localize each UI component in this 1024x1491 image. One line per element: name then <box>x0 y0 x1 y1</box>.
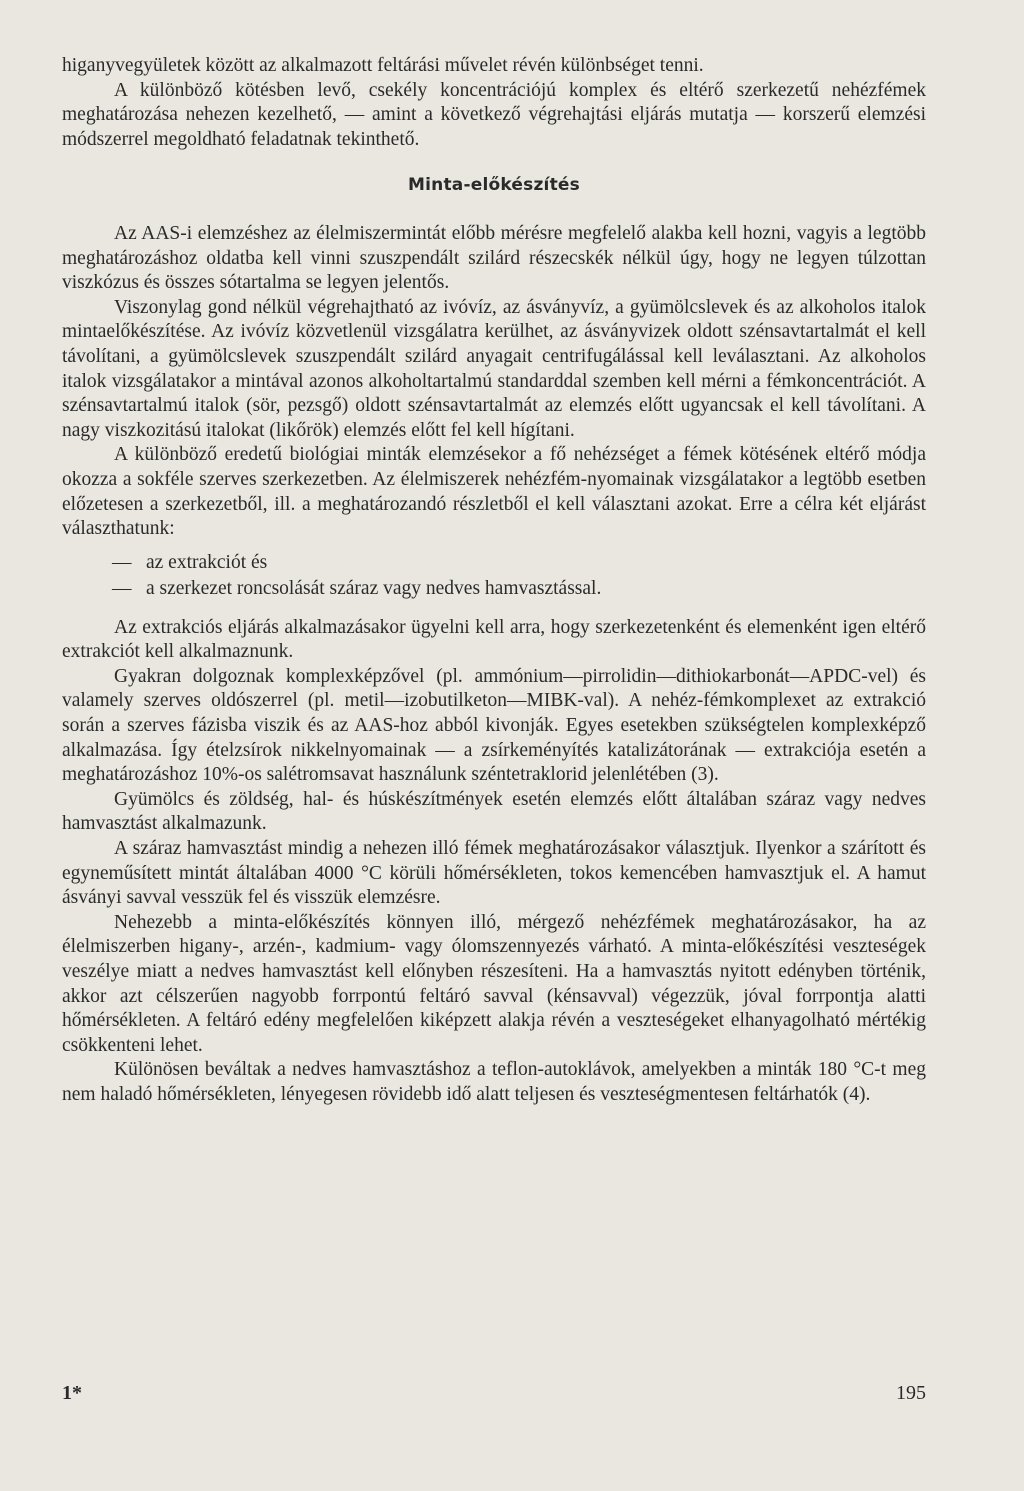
list-dash: — <box>112 551 132 573</box>
signature-mark: 1* <box>62 1382 82 1404</box>
paragraph: Gyakran dolgoznak komplexképzővel (pl. ammónium—pirrolidin—dithiokarbonát—APDC-vel) és valamely szerves oldószerrel (pl. metil—izobutilketon—MIBK-val). A nehéz-fémkomplexet az extrakció során a szerves fázisba viszik és az AAS-hoz abból kivonják. Egyes esetekben szükségtelen komplexképző alkalmazása. Így ételzsírok nikkelnyomainak — a zsírkeményítés katalizátorának — extrakciója esetén a meghatározáshoz 10%-os salétromsavat használunk széntetraklorid jelenlétében (3). <box>62 665 926 786</box>
body-text <box>62 54 926 1108</box>
list-item-text: a szerkezet roncsolását száraz vagy nedves hamvasztással. <box>146 577 602 599</box>
paragraph: A különböző kötésben levő, csekély koncentrációjú komplex és eltérő szerkezetű nehézfémek meghatározása nehezen kezelhető, — amint a következő végrehajtási eljárás mutatja — korszerű elemzési módszerrel megoldható feladatnak tekinthető. <box>62 79 926 150</box>
method-list <box>62 550 926 602</box>
paragraph: Az extrakciós eljárás alkalmazásakor ügyelni kell arra, hogy szerkezetenként és elemenként igen eltérő extrakciót kell alkalmaznunk. <box>62 616 926 663</box>
list-item <box>62 550 926 576</box>
list-item <box>62 576 926 602</box>
paragraph: A különböző eredetű biológiai minták elemzésekor a fő nehézséget a fémek kötésének eltérő módja okozza a sokféle szerves szerkezetben. Az élelmiszerek nehézfém-nyomainak vizsgálatakor a legtöbb esetben előzetesen a szerkezetből, ill. a meghatározandó részletből el kell választani azokat. Erre a célra két eljárást választhatunk: <box>62 444 926 540</box>
page-number: 195 <box>896 1382 926 1404</box>
paragraph: Az AAS-i elemzéshez az élelmiszermintát előbb mérésre megfelelő alakba kell hozni, vagyis a legtöbb meghatározáshoz oldatba kell vinni szuszpendált szilárd részecskék nélkül úgy, hogy ne legyen túlzottan viszkózus és összes sótartalma se legyen jelentős. <box>62 222 926 294</box>
paragraph: Nehezebb a minta-előkészítés könnyen illó, mérgező nehézfémek meghatározásakor, ha az élelmiszerben higany-, arzén-, kadmium- vagy ólomszennyezés várható. A minta-előkészítési veszteségek veszélye miatt a nedves hamvasztást kell előnyben részesíteni. Ha a hamvasztás nyitott edényben történik, akkor azt célszerűen nagyobb forrpontú feltáró savval (kénsavval) végezzük, jóval forrpontja alatti hőmérsékleten. A feltáró edény megfelelően kiképzett alakja révén a veszteségeket elhanyagolható mértékig csökkenteni lehet. <box>62 911 926 1056</box>
paragraph: Gyümölcs és zöldség, hal- és húskészítmények esetén elemzés előtt általában száraz vagy nedves hamvasztást alkalmazunk. <box>62 788 926 835</box>
list-dash: — <box>112 577 132 599</box>
list-item-text: az extrakciót és <box>146 551 268 573</box>
section-heading: Minta-előkészítés <box>408 175 580 196</box>
paragraph: higanyvegyületek között az alkalmazott feltárási művelet révén különbséget tenni. <box>62 55 704 76</box>
paragraph: Különösen beváltak a nedves hamvasztáshoz a teflon-autoklávok, amelyekben a minták 180 °C-t meg nem haladó hőmérsékleten, lényegesen rövidebb idő alatt teljesen és veszteségmentesen feltárhatók (4). <box>62 1059 926 1105</box>
paragraph: Viszonylag gond nélkül végrehajtható az ivóvíz, az ásványvíz, a gyümölcslevek és az alkoholos italok mintaelőkészítése. Az ivóvíz közvetlenül vizsgálatra kerülhet, az ásványvizek oldott szénsavtartalmát el kell távolítani, a gyümölcslevek szuszpendált szilárd anyagait centrifugálással kell leválasztani. Az alkoholos italok vizsgálatakor a mintával azonos alkoholtartalmú standarddal szemben kell mérni a fémkoncentrációt. A szénsavtartalmú italok (sör, pezsgő) oldott szénsavtartalmát az elemzés előtt ugyancsak el kell távolítani. A nagy viszkozitású italokat (likőrök) elemzés előtt fel kell hígítani. <box>62 296 926 441</box>
paragraph: A száraz hamvasztást mindig a nehezen illó fémek meghatározásakor választjuk. Ilyenkor a szárított és egyneműsített mintát általában 4000 °C körüli hőmérsékleten, tokos kemencében hamvasztjuk el. A hamut ásványi savval vesszük fel és visszük elemzésre. <box>62 838 926 909</box>
